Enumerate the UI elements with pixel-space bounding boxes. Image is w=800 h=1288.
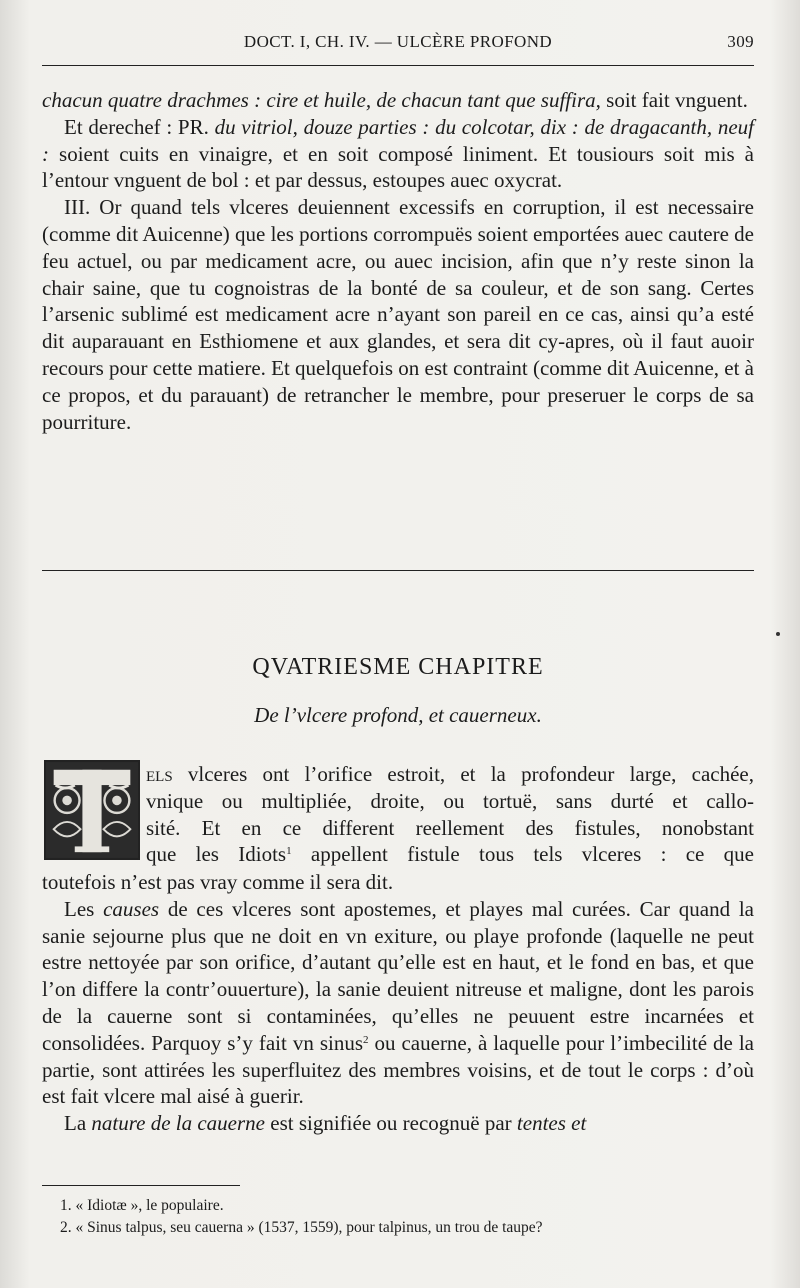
running-header (42, 32, 754, 58)
footnote-2: 2. « Sinus talpus, seu cauerna » (1537, 1559), pour talpinus, un trou de taupe? (60, 1219, 543, 1236)
causes-italic: causes (103, 896, 160, 921)
nature-italic-end: tentes et (516, 1111, 587, 1136)
liniment-ingredients: du vitriol, douze parties : du colcotar, dix : de dragacanth, neuf : (42, 114, 754, 166)
paragraph-ointment (42, 87, 754, 114)
causes-a: Les (64, 896, 104, 921)
footnote-1: 1. « Idiotæ », le populaire. (60, 1197, 224, 1214)
footnotes (60, 1195, 754, 1239)
decorated-initial (44, 760, 140, 860)
footnote-ref-2: 2 (363, 1033, 369, 1046)
paragraph-liniment (42, 114, 754, 194)
chapter-title: QVATRIESME CHAPITRE (252, 654, 544, 680)
page-number: 309 (727, 32, 754, 51)
footnote-rule (42, 1185, 240, 1186)
causes-text-end: ou cauerne, à laquelle pour l’imbecilité de la partie, sont attirées les superfluitez des membres voisins, et de tout le corps : d’où est fait vlcere mal aisé à guerir. (42, 1030, 754, 1109)
opening-line-4a: que les Idiots (146, 842, 287, 867)
running-title: DOCT. I, CH. IV. — ULCÈRE PROFOND (243, 32, 553, 51)
header-rule (42, 65, 754, 66)
paragraph-nature (42, 1110, 754, 1137)
paragraph-corruption: III. Or quand tels vlceres deuiennent excessifs en corruption, il est necessaire (comme dit Auicenne) que les portions corrompuës soient emportées auec cautere de feu actuel, ou par medicament acre, ou auec incision, afin que n’y reste sinon la chair saine, que tu cognoistras de la bonté de sa couleur, et de son sang. Certes l’arsenic sublimé est medicament acre n’ayant son pareil en ce cas, ainsi qu’a esté dit auparauant en Esthiomene et aux glandes, et sera dit cy-apres, où il faut auoir recours pour cette matiere. Et quelquefois on est contraint (comme dit Auicenne, et à ce propos, et du parauant) de retrancher le membre, pour preseruer le corps de sa pourriture. (42, 195, 754, 434)
opening-line-1-text: vlceres ont l’orifice estroit, et la profondeur large, cachée, (172, 762, 754, 786)
nature-a: La (64, 1111, 92, 1136)
opening-line-3: sité. Et en ce different reellement des fistules, nonobstant (146, 815, 754, 840)
opening-line-4 (146, 841, 754, 868)
footnote-ref-1: 1 (286, 845, 292, 858)
top-text-block (42, 87, 754, 435)
causes-text: de ces vlceres sont apostemes, et playes mal curées. Car quand la sanie sejourne plus que ne doit en vn exiture, ou playe profonde (laquelle ne peut estre nettoyée par son orifice, d’autant qu’elle est en haut, et le fond en bas, et que l’on differe la contr’ouuerture), la sanie deuient nitreuse et maligne, dont les parois de la cauerne sont si contaminées, qu’elles ne peuuent estre incarnées et consolidées. Parquoy s’y fait vn sinus (42, 896, 754, 1055)
nature-italic: nature de la cauerne (91, 1111, 265, 1136)
ointment-ingredients: chacun quatre drachmes : cire et huile, de chacun tant que suffira, (42, 88, 601, 112)
liniment-intro: Et derechef : PR. (64, 114, 215, 139)
section-rule (42, 570, 754, 571)
ointment-instruction: soit fait vnguent. (606, 88, 748, 112)
opening-lines (146, 761, 754, 868)
body-text-block (42, 869, 754, 1137)
ornament-letter-icon (46, 762, 138, 858)
opening-line-5: toutefois n’est pas vray comme il sera dit. (42, 870, 394, 894)
margin-mark (776, 632, 780, 636)
opening-line-2: vnique ou multipliée, droite, ou tortuë, sans durté et callo- (146, 788, 754, 813)
chapter-subtitle: De l’vlcere profond, et cauerneux. (254, 703, 542, 727)
opening-line-4b: appellent fistule tous tels vlceres : ce que (291, 842, 754, 867)
liniment-instruction: soient cuits en vinaigre, et en soit composé liniment. Et tousiours soit mis à l’entour vnguent de bol : et par dessus, estoupes auec oxycrat. (42, 141, 754, 193)
opening-smallcaps: els (146, 762, 173, 786)
paragraph-causes (42, 896, 754, 1110)
opening-line-1 (146, 761, 754, 788)
nature-text: est signifiée ou recognuë par (265, 1111, 517, 1136)
